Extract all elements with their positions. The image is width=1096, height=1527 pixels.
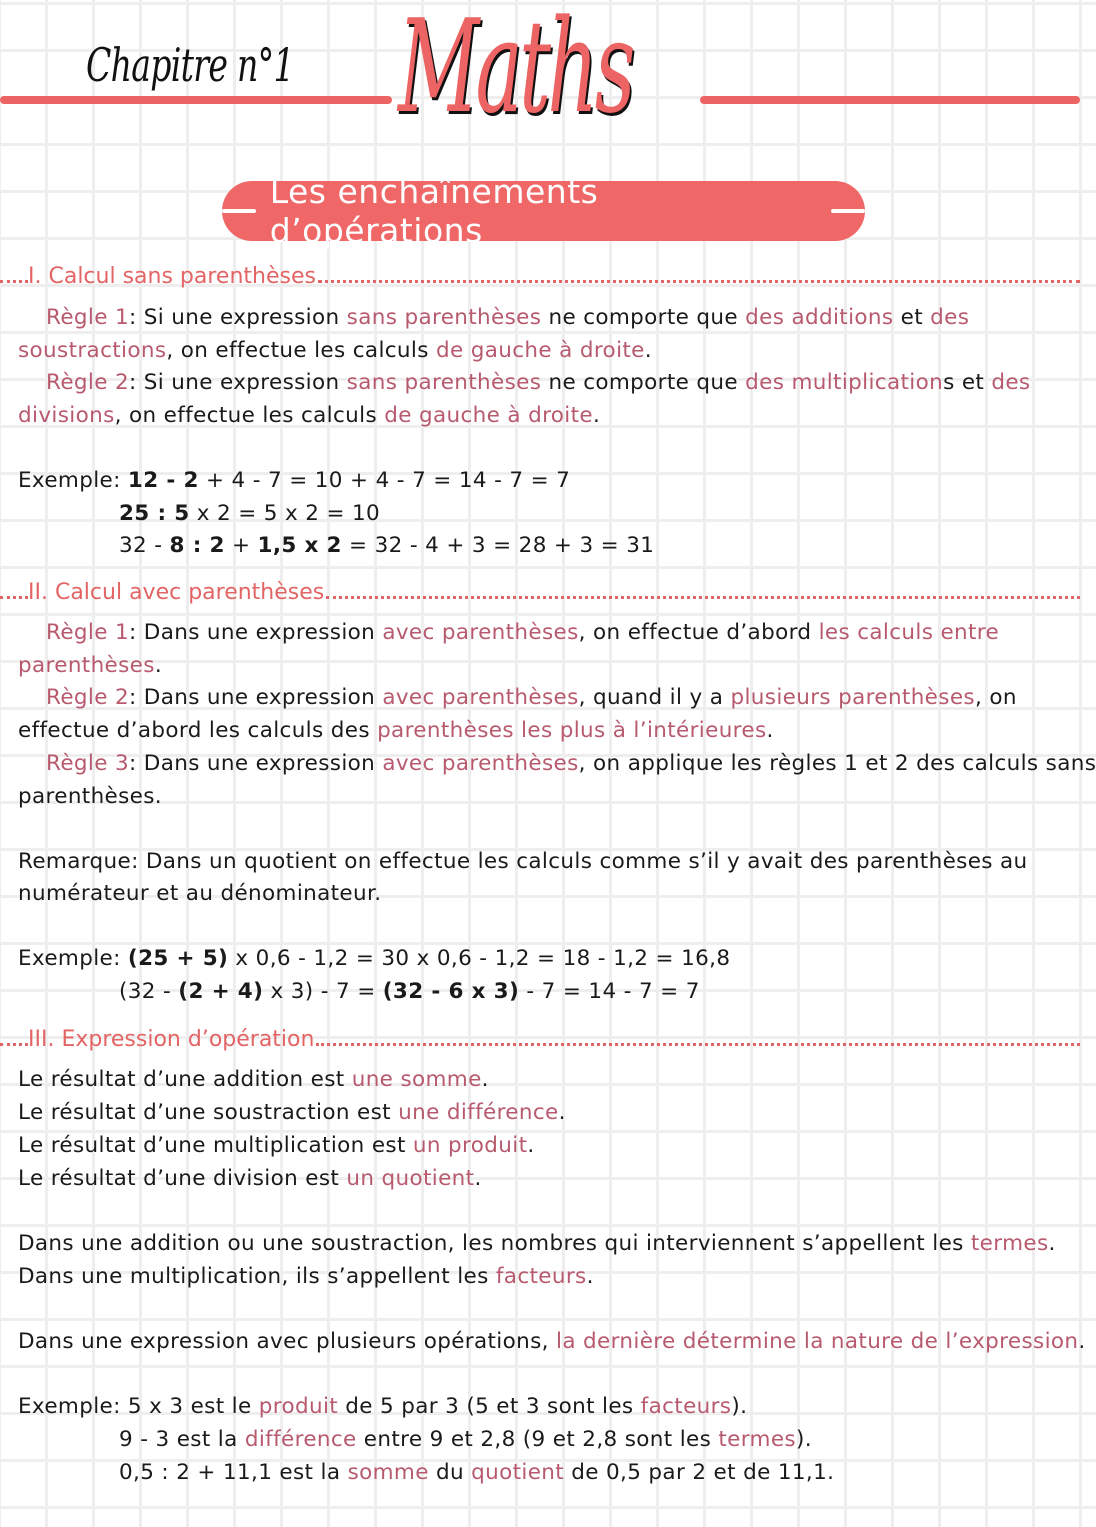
lesson-title-banner	[222, 172, 865, 250]
text-segment: : Si une expression	[129, 370, 347, 395]
text-segment: .	[558, 1100, 566, 1125]
text-segment: +	[224, 533, 258, 558]
text-segment: , on effectue d’abord	[578, 620, 819, 645]
dash-decoration	[831, 209, 865, 213]
text-segment: Le résultat d’une addition est	[18, 1067, 352, 1092]
text-segment: : Dans une expression	[129, 620, 383, 645]
text-segment: Dans une addition ou une soustraction, les nombres qui interviennent s’appellent les	[18, 1231, 971, 1256]
highlighted-term: Règle 2	[46, 370, 130, 395]
text-line	[18, 1231, 1056, 1256]
text-line	[18, 849, 1028, 874]
text-line	[18, 1264, 594, 1289]
text-segment: ne comporte que	[541, 370, 746, 395]
text-line	[18, 718, 774, 743]
text-line	[18, 1329, 1086, 1354]
text-segment: ).	[795, 1427, 812, 1452]
text-line	[46, 370, 1031, 395]
text-line	[119, 1460, 834, 1485]
dotted-leader	[326, 596, 1080, 599]
text-segment: Dans une expression avec plusieurs opérations,	[18, 1329, 556, 1354]
dotted-leader	[0, 596, 28, 599]
bold-expression: 25 : 5	[119, 501, 190, 526]
dotted-leader	[0, 1043, 28, 1046]
text-segment: .	[586, 1264, 594, 1289]
text-line	[18, 468, 570, 493]
highlighted-term: de gauche à droite	[435, 338, 645, 363]
text-segment: Exemple:	[18, 946, 128, 971]
text-segment: Exemple:	[18, 468, 128, 493]
highlighted-term: divisions	[18, 403, 115, 428]
text-line	[119, 501, 380, 526]
bold-expression: 1,5 x 2	[257, 533, 342, 558]
text-line	[18, 1394, 747, 1419]
highlighted-term: Règle 3	[46, 751, 130, 776]
text-segment: .	[154, 653, 162, 678]
text-segment: .	[481, 1067, 489, 1092]
text-line	[46, 305, 969, 330]
highlighted-term: la dernière détermine la nature de l’expression	[556, 1329, 1079, 1354]
highlighted-term: produit	[258, 1394, 339, 1419]
text-segment: 9 - 3 est la	[119, 1427, 245, 1452]
highlighted-term: parenthèses les plus à l’intérieures	[377, 718, 767, 743]
text-line	[18, 338, 652, 363]
text-segment: (32 -	[119, 979, 179, 1004]
lesson-title: Les enchaînements d’opérations	[269, 172, 599, 250]
highlighted-term: plusieurs parenthèses	[730, 685, 975, 710]
text-segment: , on effectue les calculs	[114, 403, 385, 428]
highlighted-term: Règle 2	[46, 685, 130, 710]
bold-expression: 12 - 2	[127, 468, 199, 493]
text-segment: + 4 - 7 = 10 + 4 - 7 = 14 - 7 = 7	[198, 468, 571, 493]
dotted-leader	[318, 280, 1080, 283]
highlighted-term: Règle 1	[46, 305, 130, 330]
dash-decoration	[222, 209, 256, 213]
text-segment: .	[1078, 1329, 1086, 1354]
text-segment: .	[592, 403, 601, 428]
bold-expression: (32 - 6 x 3)	[382, 979, 520, 1004]
highlighted-term: des additions	[745, 305, 894, 330]
text-line	[18, 881, 381, 906]
text-segment: ).	[731, 1394, 748, 1419]
text-segment: : Dans une expression	[129, 751, 383, 776]
text-line	[119, 979, 700, 1004]
text-segment: de 5 par 3 (5 et 3 sont les	[338, 1394, 641, 1419]
text-segment: Remarque: Dans un quotient on effectue les calculs comme s’il y avait des parenthèses au	[18, 849, 1028, 874]
highlighted-term: de gauche à droite	[384, 403, 593, 428]
highlighted-term: parenthèses	[18, 653, 155, 678]
chapter-label: Chapitre n°1	[86, 38, 294, 92]
highlighted-term: avec parenthèses	[382, 620, 579, 645]
text-segment: .	[474, 1166, 482, 1191]
text-line	[18, 946, 730, 971]
text-segment: ne comporte que	[541, 305, 746, 330]
highlighted-term: sans parenthèses	[346, 370, 542, 395]
text-segment: 0,5 : 2 + 11,1 est la	[119, 1460, 348, 1485]
text-segment: 32 -	[119, 533, 170, 558]
section-heading-text: I. Calcul sans parenthèses	[28, 264, 316, 289]
text-segment: - 7 = 14 - 7 = 7	[519, 979, 700, 1004]
highlighted-term: soustractions	[18, 338, 167, 363]
highlighted-term: un produit	[412, 1133, 528, 1158]
highlighted-term: avec parenthèses	[382, 685, 579, 710]
text-segment: s et	[943, 370, 992, 395]
dotted-leader	[316, 1043, 1080, 1046]
highlighted-term: des	[930, 305, 970, 330]
section-heading-text: II. Calcul avec parenthèses	[28, 580, 325, 605]
highlighted-term: Règle 1	[46, 620, 130, 645]
text-segment: , on	[974, 685, 1017, 710]
text-segment: Dans une multiplication, ils s’appellent les	[18, 1264, 496, 1289]
header-rule-left	[0, 96, 392, 104]
text-segment: .	[644, 338, 652, 363]
text-segment: du	[428, 1460, 472, 1485]
text-segment: Le résultat d’une division est	[18, 1166, 347, 1191]
text-line	[119, 1427, 812, 1452]
text-segment: .	[766, 718, 774, 743]
text-segment: , quand il y a	[578, 685, 731, 710]
highlighted-term: termes	[970, 1231, 1049, 1256]
highlighted-term: des multiplication	[745, 370, 944, 395]
section-heading-text: III. Expression d’opération	[28, 1027, 315, 1052]
text-segment: : Si une expression	[129, 305, 347, 330]
highlighted-term: avec parenthèses	[382, 751, 579, 776]
text-segment: : Dans une expression	[129, 685, 383, 710]
text-segment: Le résultat d’une multiplication est	[18, 1133, 413, 1158]
highlighted-term: somme	[347, 1460, 429, 1485]
section-heading	[0, 1027, 1080, 1052]
text-line	[119, 533, 654, 558]
text-segment: x 2 = 5 x 2 = 10	[189, 501, 381, 526]
text-line	[46, 685, 1017, 710]
highlighted-term: des	[991, 370, 1031, 395]
header-rule-right	[700, 96, 1080, 104]
text-segment: x 0,6 - 1,2 = 30 x 0,6 - 1,2 = 18 - 1,2 = 16,8	[228, 946, 731, 971]
highlighted-term: un quotient	[346, 1166, 475, 1191]
text-segment: .	[1048, 1231, 1056, 1256]
text-segment: Exemple: 5 x 3 est le	[18, 1394, 259, 1419]
text-line	[18, 1133, 535, 1158]
highlighted-term: une somme	[351, 1067, 482, 1092]
text-segment: numérateur et au dénominateur.	[18, 881, 382, 906]
text-line	[18, 653, 162, 678]
text-segment: entre 9 et 2,8 (9 et 2,8 sont les	[356, 1427, 719, 1452]
text-line	[18, 1067, 489, 1092]
highlighted-term: différence	[244, 1427, 357, 1452]
text-line	[18, 403, 600, 428]
section-heading	[0, 580, 1080, 605]
text-segment: parenthèses.	[18, 784, 162, 809]
text-segment: , on effectue les calculs	[166, 338, 436, 363]
text-line	[18, 1166, 482, 1191]
highlighted-term: les calculs entre	[818, 620, 1000, 645]
bold-expression: (25 + 5)	[127, 946, 229, 971]
text-line	[18, 784, 162, 809]
bold-expression: 8 : 2	[169, 533, 225, 558]
text-line	[46, 751, 1096, 776]
subject-title: Maths	[398, 0, 632, 142]
text-segment: Le résultat d’une soustraction est	[18, 1100, 399, 1125]
text-segment: effectue d’abord les calculs des	[18, 718, 378, 743]
text-segment: x 3) - 7 =	[263, 979, 383, 1004]
highlighted-term: quotient	[471, 1460, 565, 1485]
text-segment: de 0,5 par 2 et de 11,1.	[564, 1460, 835, 1485]
text-segment: .	[527, 1133, 535, 1158]
text-line	[18, 1100, 566, 1125]
section-heading	[0, 264, 1080, 289]
highlighted-term: facteurs	[495, 1264, 587, 1289]
text-segment: , on applique les règles 1 et 2 des calculs sans	[578, 751, 1096, 776]
highlighted-term: une différence	[398, 1100, 559, 1125]
bold-expression: (2 + 4)	[178, 979, 264, 1004]
dotted-leader	[0, 280, 28, 283]
text-line	[46, 620, 999, 645]
highlighted-term: termes	[718, 1427, 796, 1452]
highlighted-term: facteurs	[640, 1394, 732, 1419]
text-segment: et	[893, 305, 931, 330]
text-segment: = 32 - 4 + 3 = 28 + 3 = 31	[341, 533, 655, 558]
highlighted-term: sans parenthèses	[346, 305, 542, 330]
